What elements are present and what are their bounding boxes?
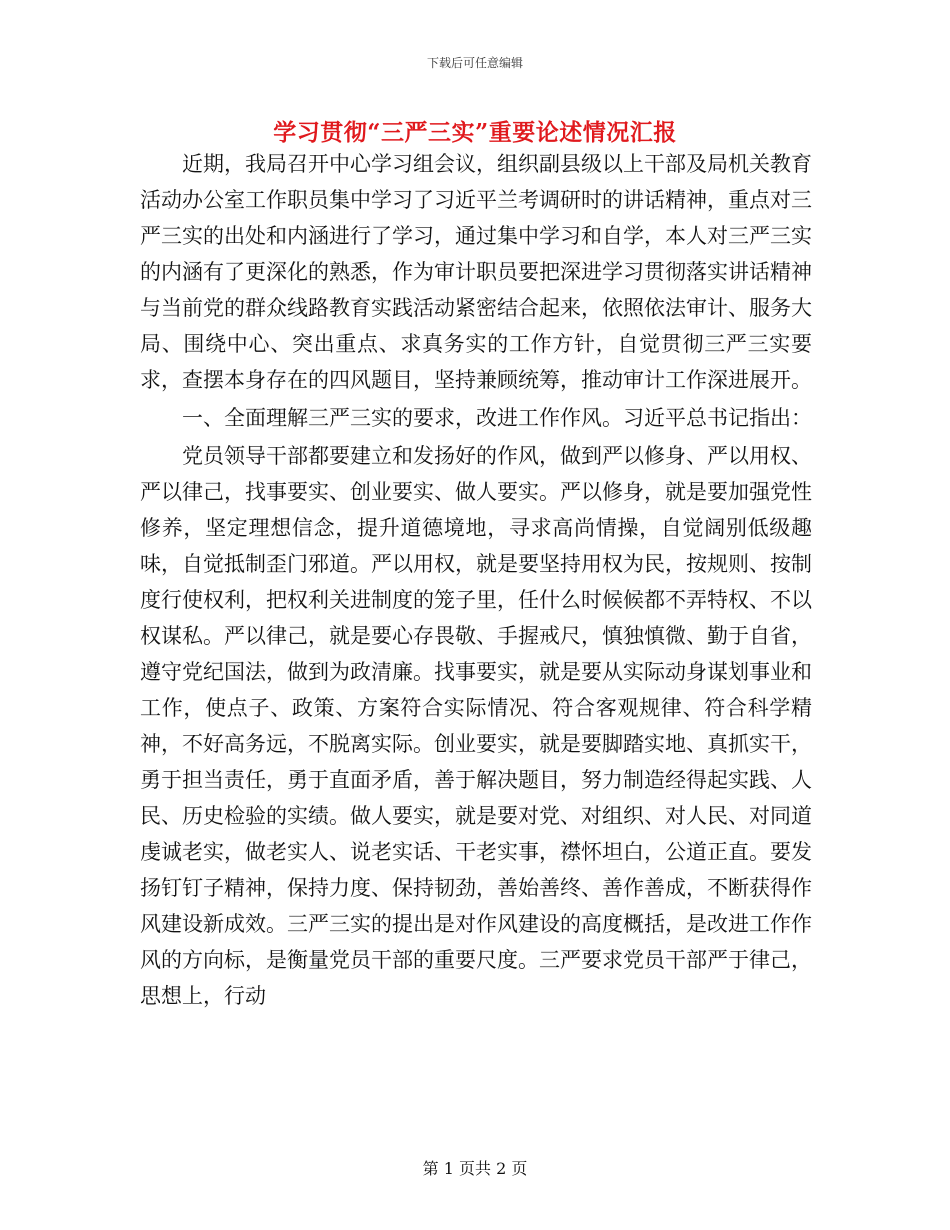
paragraph-intro: 近期，我局召开中心学习组会议，组织副县级以上干部及局机关教育活动办公室工作职员集中学习了习近平兰考调研时的讲话精神，重点对三严三实的出处和内涵进行了学习，通过集中学习和自学，本人对三严三实的内涵有了更深化的熟悉，作为审计职员要把深进学习贯彻落实讲话精神与当前党的群众线路教育实践活动紧密结合起来，依照依法审计、服务大局、围绕中心、突出重点、求真务实的工作方针，自觉贯彻三严三实要求，查摆本身存在的四风题目，坚持兼顾统筹，推动审计工作深进展开。 [140,152,812,392]
paragraph-section-one: 一、全面理解三严三实的要求，改进工作作风。习近平总书记指出： [182,406,812,430]
page-indicator: 第 1 页共 2 页 [422,1159,528,1178]
paragraph-quote: 党员领导干部都要建立和发扬好的作风，做到严以修身、严以用权、严以律己，找事要实、创业要实、做人要实。严以修身，就是要加强党性修养，坚定理想信念，提升道德境地，寻求高尚情操，自觉阔别低级趣味，自觉抵制歪门邪道。严以用权，就是要坚持用权为民，按规则、按制度行使权利，把权利关进制度的笼子里，任什么时候候都不弄特权、不以权谋私。严以律己，就是要心存畏敬、手握戒尺，慎独慎微、勤于自省，遵守党纪国法，做到为政清廉。找事要实，就是要从实际动身谋划事业和工作，使点子、政策、方案符合实际情况、符合客观规律、符合科学精神，不好高务远，不脱离实际。创业要实，就是要脚踏实地、真抓实干，勇于担当责任，勇于直面矛盾，善于解决题目，努力制造经得起实践、人民、历史检验的实绩。做人要实，就是要对党、对组织、对人民、对同道虔诚老实，做老实人、说老实话、干老实事，襟怀坦白，公道正直。要发扬钉钉子精神，保持力度、保持韧劲，善始善终、善作善成，不断获得作风建设新成效。三严三实的提出是对作风建设的高度概括，是改进工作作风的方向标，是衡量党员干部的重要尺度。三严要求党员干部严于律己，思想上，行动 [140,444,812,1008]
header-note: 下载后可任意编辑 [426,56,523,70]
document-body [140,146,812,1014]
document-title: 学习贯彻“三严三实”重要论述情况汇报 [273,119,677,146]
